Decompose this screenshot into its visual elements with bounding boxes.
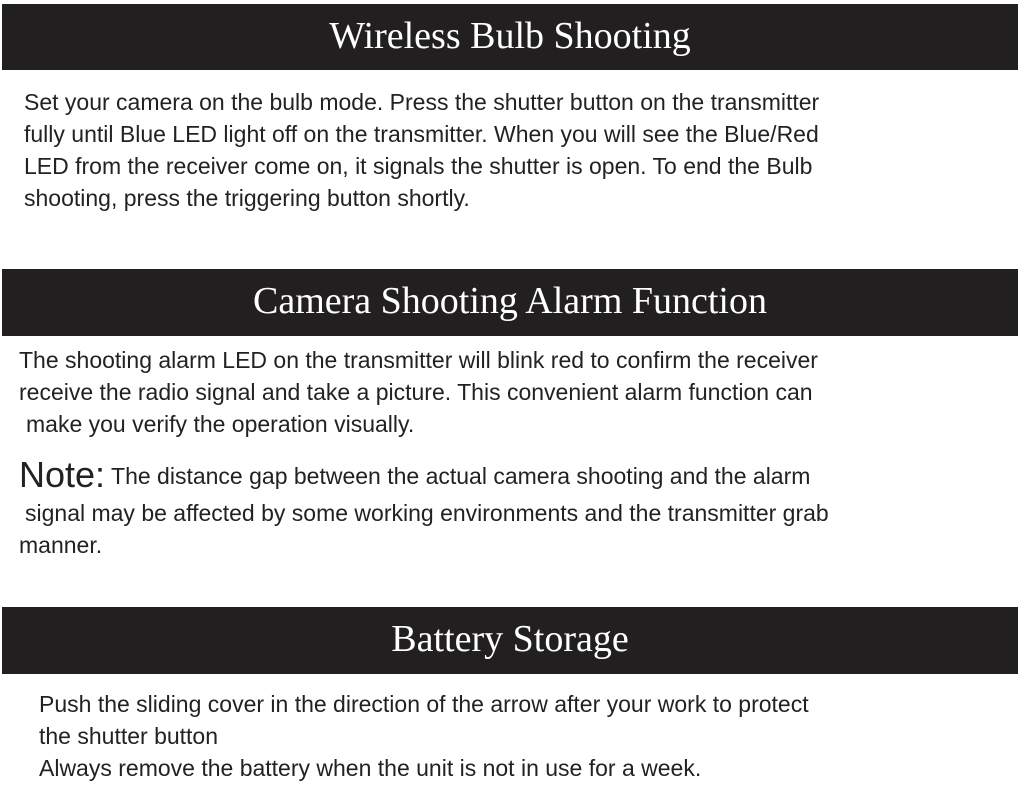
section-header-wireless-bulb-shooting <box>2 4 1018 70</box>
section-body-wireless-bulb-shooting <box>24 86 819 214</box>
body-line: the shutter button <box>39 723 219 749</box>
body-line: Push the sliding cover in the direction of the arrow after your work to protect <box>39 691 809 717</box>
body-line: fully until Blue LED light off on the transmitter. When you will see the Blue/Red <box>24 121 819 147</box>
section-header-camera-shooting-alarm <box>2 269 1018 336</box>
body-line: The shooting alarm LED on the transmitter will blink red to confirm the receiver <box>19 347 818 373</box>
body-line: receive the radio signal and take a picture. This convenient alarm function can <box>19 379 813 405</box>
section-title: Wireless Bulb Shooting <box>329 15 691 57</box>
note-line: signal may be affected by some working environments and the transmitter grab <box>25 500 829 526</box>
body-line: LED from the receiver come on, it signals the shutter is open. To end the Bulb <box>24 153 813 179</box>
section-body-battery-storage <box>39 688 809 784</box>
body-line: make you verify the operation visually. <box>26 411 415 437</box>
note-line: The distance gap between the actual camera shooting and the alarm <box>111 463 811 489</box>
body-line: shooting, press the triggering button shortly. <box>24 185 470 211</box>
section-header-battery-storage <box>2 607 1018 674</box>
body-line: Always remove the battery when the unit is not in use for a week. <box>39 755 702 781</box>
note-line: manner. <box>19 532 103 558</box>
section-title: Camera Shooting Alarm Function <box>252 280 767 322</box>
note-block <box>19 455 829 561</box>
section-body-camera-shooting-alarm <box>19 344 818 440</box>
section-title: Battery Storage <box>391 618 629 660</box>
note-label: Note: <box>19 454 106 495</box>
body-line: Set your camera on the bulb mode. Press the shutter button on the transmitter <box>24 89 820 115</box>
